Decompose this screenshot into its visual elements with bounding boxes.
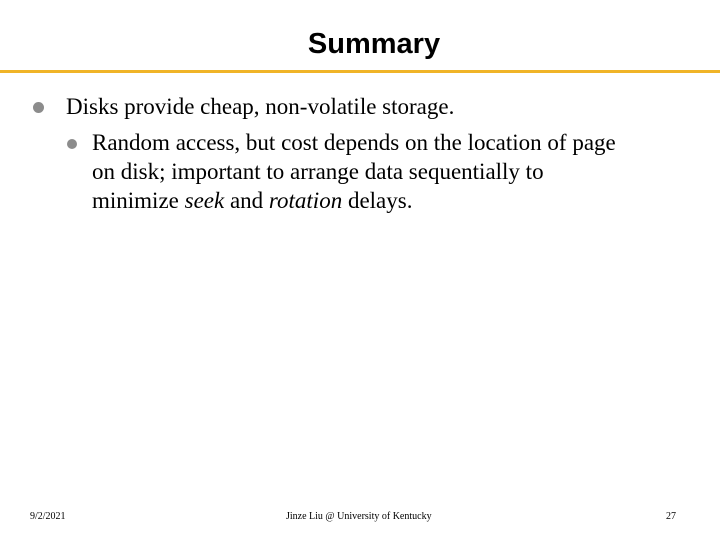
sub-bullet-line-3 xyxy=(92,186,712,215)
emphasis-rotation: rotation xyxy=(268,188,343,213)
sub-bullet-text xyxy=(92,128,712,215)
line-3-prefix: minimize xyxy=(92,188,185,213)
line-3-suffix: delays. xyxy=(342,188,413,213)
emphasis-seek: seek xyxy=(184,188,225,213)
page-number: 27 xyxy=(666,511,676,522)
sub-bullet-line-1: Random access, but cost depends on the location of page xyxy=(92,130,616,155)
bullet-dot-icon xyxy=(33,102,44,113)
sub-bullet-dot-icon xyxy=(67,139,77,149)
bullet-text: Disks provide cheap, non-volatile storage. xyxy=(66,94,455,119)
footer-date: 9/2/2021 xyxy=(30,511,66,522)
line-3-connector: and xyxy=(224,188,269,213)
sub-bullet-line-2: on disk; important to arrange data sequentially to xyxy=(92,159,544,184)
slide-title: Summary xyxy=(307,28,441,60)
footer-author: Jinze Liu @ University of Kentucky xyxy=(286,511,432,522)
